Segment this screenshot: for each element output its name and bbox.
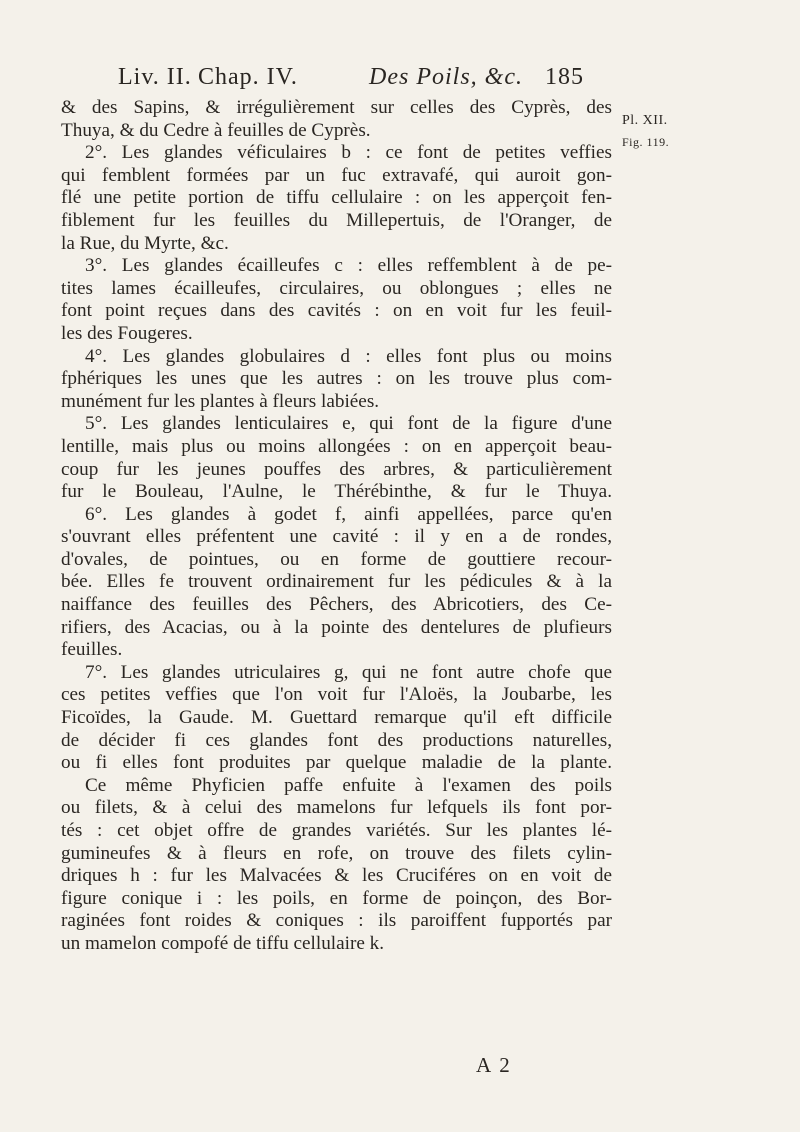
text-line: munément fur les plantes à fleurs labiées. [61, 390, 380, 412]
text-line: & des Sapins, & irrégulièrement sur celles des Cyprès, des [61, 97, 612, 118]
text-line: 7°. Les glandes utriculaires g, qui ne font autre chofe que [85, 661, 612, 683]
text-line: 6°. Les glandes à godet f, ainfi appellées, parce qu'en [85, 503, 612, 525]
header-title: Des Poils, &c. [369, 64, 523, 90]
header-book: Liv. II. [118, 64, 192, 90]
text-line: bée. Elles fe trouvent ordinairement fur les pédicules & à la [61, 571, 612, 593]
text-line: feuilles. [61, 639, 123, 661]
text-line: coup fur les jeunes pouffes des arbres, & particulièrement [61, 458, 612, 480]
text-line: 4°. Les glandes globulaires d : elles font plus ou moins [85, 345, 612, 367]
page-number: 185 [545, 64, 584, 90]
text-line: la Rue, du Myrte, &c. [61, 232, 229, 254]
text-line: d'ovales, de pointues, ou en forme de gouttiere recour- [61, 548, 612, 570]
text-line: un mamelon compofé de tiffu cellulaire k. [61, 932, 385, 954]
text-line: Ce même Phyficien paffe enfuite à l'examen des poils [85, 774, 612, 796]
text-line: qui femblent formées par un fuc extravafé, qui auroit gon- [61, 164, 612, 186]
text-line: font point reçues dans des cavités : on en voit fur les feuil- [61, 300, 612, 322]
text-line: driques h : fur les Malvacées & les Cruciféres on en voit de [61, 865, 612, 887]
text-line: naiffance des feuilles des Pêchers, des Abricotiers, des Ce- [61, 594, 612, 616]
header-chapter: Chap. IV. [198, 64, 298, 90]
text-line: gumineufes & à fleurs en rofe, on trouve des filets cylin- [61, 842, 612, 864]
text-line: tés : cet objet offre de grandes variétés. Sur les plantes lé- [61, 820, 612, 841]
text-line: ces petites veffies que l'on voit fur l'Aloës, la Joubarbe, les [61, 684, 612, 706]
text-line: fiblement fur les feuilles du Millepertuis, de l'Oranger, de [61, 209, 612, 231]
text-line: rifiers, des Acacias, ou à la pointe des dentelures de plufieurs [61, 616, 612, 638]
text-line: raginées font roides & coniques : ils paroiffent fupportés par [61, 910, 612, 932]
margin-note-plate: Pl. XII. [622, 113, 668, 128]
text-line: ou filets, & à celui des mamelons fur lefquels ils font por- [61, 797, 612, 819]
margin-note-figure: Fig. 119. [622, 135, 670, 149]
text-line: 3°. Les glandes écailleufes c : elles reffemblent à de pe- [85, 255, 612, 277]
text-line: lentille, mais plus ou moins allongées : on en apperçoit beau- [61, 435, 612, 457]
text-line: ou fi elles font produites par quelque maladie de la plante. [61, 752, 612, 774]
signature-mark: A 2 [476, 1053, 512, 1077]
text-line: Ficoïdes, la Gaude. M. Guettard remarque qu'il eft difficile [61, 707, 612, 729]
text-line: 2°. Les glandes véficulaires b : ce font de petites veffies [85, 142, 612, 164]
text-line: fphériques les unes que les autres : on les trouve plus com- [61, 368, 612, 390]
text-line: de décider fi ces glandes font des productions naturelles, [61, 729, 612, 751]
text-line: Thuya, & du Cedre à feuilles de Cyprès. [61, 119, 371, 141]
text-line: fur le Bouleau, l'Aulne, le Thérébinthe, & fur le Thuya. [61, 481, 612, 503]
text-line: les des Fougeres. [61, 322, 193, 344]
body-text [61, 97, 612, 956]
text-line: figure conique i : les poils, en forme de poinçon, des Bor- [61, 887, 612, 909]
text-line: 5°. Les glandes lenticulaires e, qui font de la figure d'une [85, 413, 612, 435]
text-line: s'ouvrant elles préfentent une cavité : il y en a de rondes, [61, 526, 612, 548]
text-line: tites lames écailleufes, circulaires, ou oblongues ; elles ne [61, 277, 612, 299]
text-line: flé une petite portion de tiffu cellulaire : on les apperçoit fen- [61, 187, 612, 209]
